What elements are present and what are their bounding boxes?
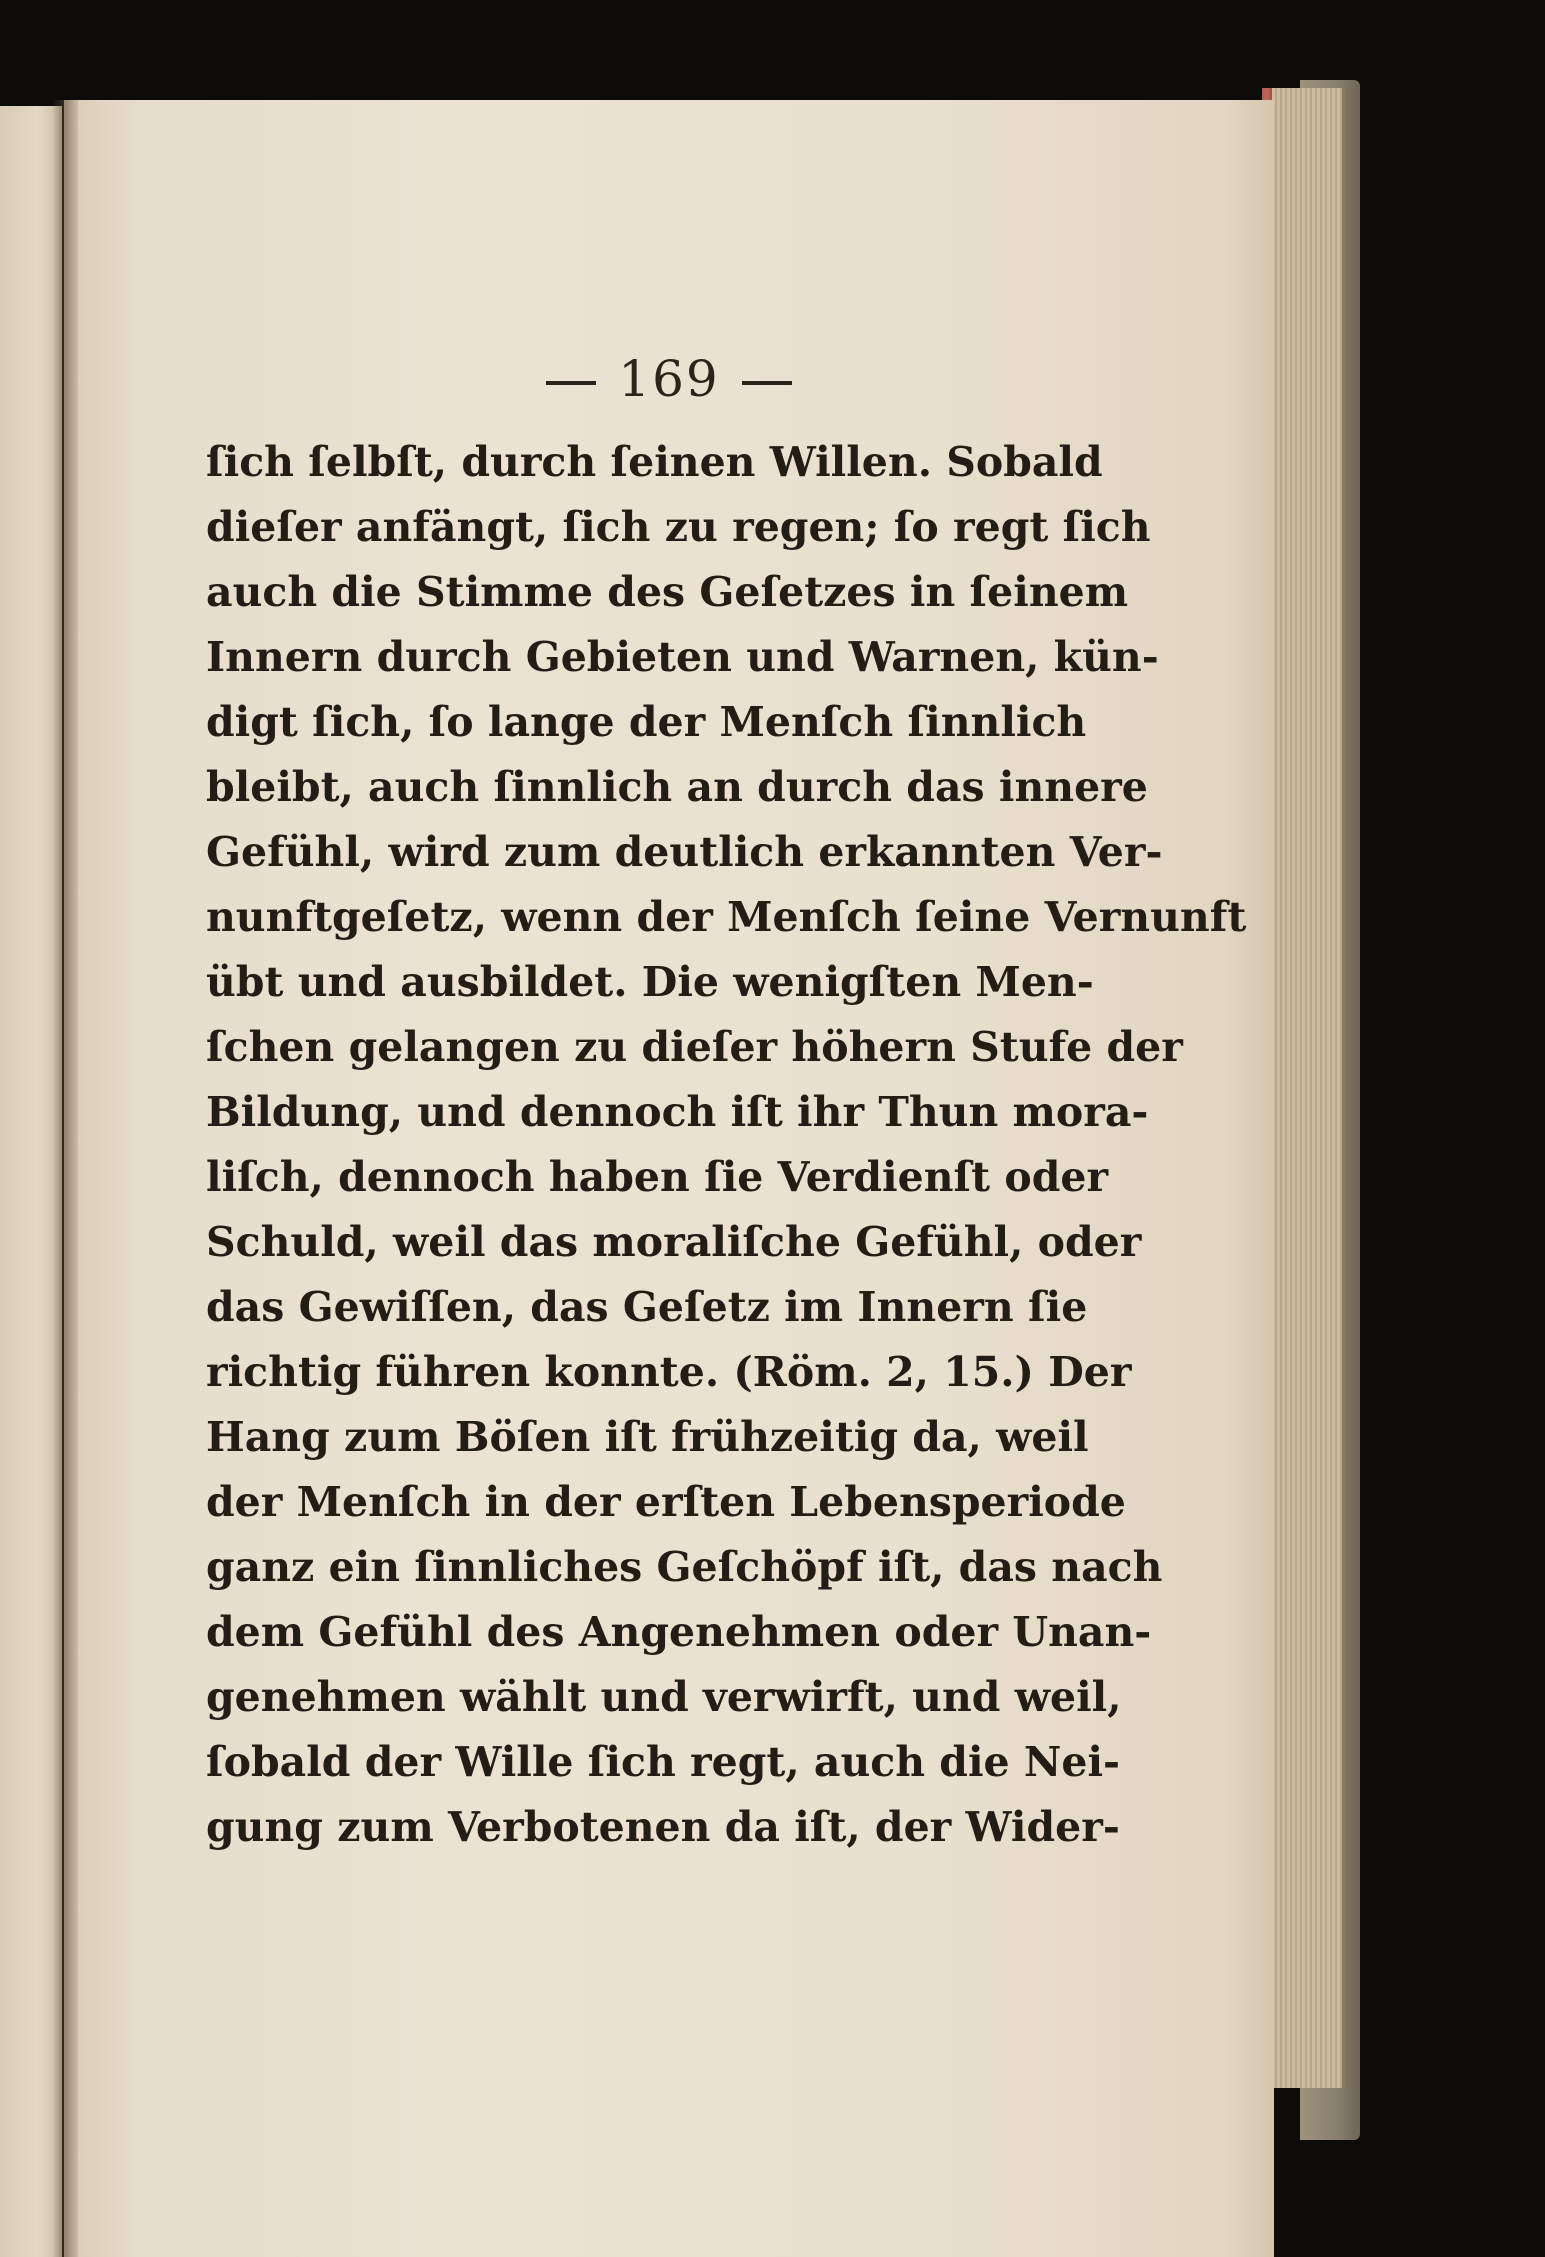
text-line: übt und ausbildet. Die wenigſten Men-: [206, 958, 1094, 1006]
text-line: dieſer anfängt, ſich zu regen; ſo regt ſich: [206, 503, 1151, 551]
text-line: ſchen gelangen zu dieſer höhern Stufe der: [206, 1023, 1183, 1071]
text-line: auch die Stimme des Geſetzes in ſeinem: [206, 568, 1129, 616]
page-number: 169: [618, 350, 720, 408]
text-line: der Menſch in der erſten Lebensperiode: [206, 1478, 1126, 1526]
text-line: Gefühl, wird zum deutlich erkannten Ver-: [206, 828, 1163, 876]
text-line: dem Gefühl des Angenehmen oder Unan-: [206, 1608, 1152, 1656]
text-line: ganz ein ſinnliches Geſchöpf iſt, das nach: [206, 1543, 1163, 1591]
text-line: liſch, dennoch haben ſie Verdienſt oder: [206, 1153, 1109, 1201]
text-line: Innern durch Gebieten und Warnen, kün-: [206, 633, 1159, 681]
page-edges: [1262, 88, 1345, 2088]
header-dash-right: [742, 381, 792, 385]
header-dash-left: [546, 381, 596, 385]
text-line: ſobald der Wille ſich regt, auch die Nei-: [206, 1738, 1121, 1786]
book-page: [64, 100, 1274, 2257]
text-line: genehmen wählt und verwirft, und weil,: [206, 1673, 1122, 1721]
text-line: digt ſich, ſo lange der Menſch ſinnlich: [206, 698, 1087, 746]
body-text: [206, 430, 1247, 1860]
text-line: nunftgeſetz, wenn der Menſch ſeine Vernunft: [206, 893, 1247, 941]
text-line: das Gewiſſen, das Geſetz im Innern ſie: [206, 1283, 1088, 1331]
page-gutter-shadow: [52, 100, 78, 2257]
text-line: gung zum Verbotenen da iſt, der Wider-: [206, 1803, 1120, 1851]
text-line: ſich ſelbſt, durch ſeinen Willen. Sobald: [206, 438, 1103, 486]
text-line: richtig führen konnte. (Röm. 2, 15.) Der: [206, 1348, 1132, 1396]
text-line: bleibt, auch ſinnlich an durch das innere: [206, 763, 1148, 811]
text-line: Schuld, weil das moraliſche Gefühl, oder: [206, 1218, 1142, 1266]
text-line: Hang zum Böſen iſt frühzeitig da, weil: [206, 1413, 1089, 1461]
text-line: Bildung, und dennoch iſt ihr Thun mora-: [206, 1088, 1149, 1136]
page-header: [64, 350, 1274, 408]
